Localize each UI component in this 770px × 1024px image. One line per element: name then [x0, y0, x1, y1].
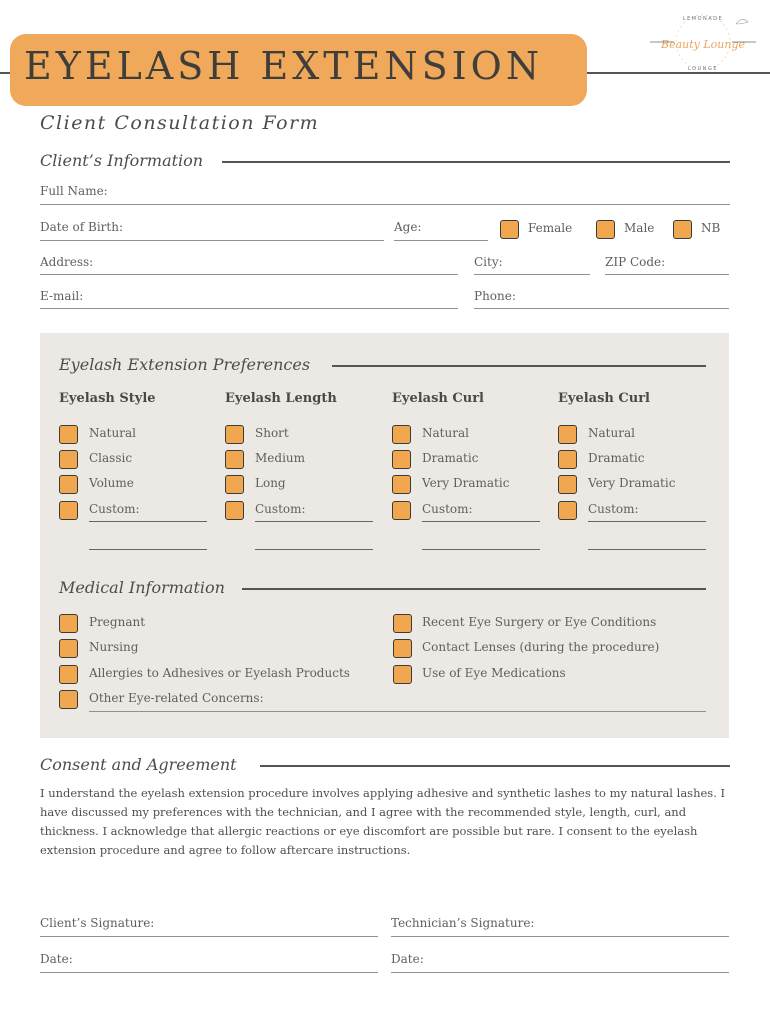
- logo-top-text: LEMONADE: [682, 16, 724, 22]
- pref-option-label: Classic: [89, 451, 133, 465]
- dob-field[interactable]: [40, 240, 384, 241]
- page-title: EYELASH EXTENSION: [24, 44, 544, 88]
- pref-option-label: Medium: [255, 451, 306, 465]
- zip-field[interactable]: [605, 274, 729, 275]
- medical-pregnant-label: Pregnant: [89, 615, 146, 629]
- consent-heading: Consent and Agreement: [40, 755, 237, 774]
- gender-female-checkbox[interactable]: [500, 220, 519, 239]
- pref-option-label: Custom:: [422, 502, 473, 516]
- pref-option-checkbox[interactable]: [225, 425, 244, 444]
- age-label: Age:: [394, 220, 422, 234]
- medical-other-checkbox[interactable]: [59, 690, 78, 709]
- email-label: E-mail:: [40, 289, 84, 303]
- pref-custom-field[interactable]: [588, 549, 706, 550]
- pref-column-title: Eyelash Curl: [392, 391, 484, 406]
- medical-nursing-checkbox[interactable]: [59, 639, 78, 658]
- medical-allergies-checkbox[interactable]: [59, 665, 78, 684]
- technician-signature-field[interactable]: [391, 936, 729, 937]
- pref-option-label: Custom:: [89, 502, 140, 516]
- medical-other-field[interactable]: [89, 711, 706, 712]
- brand-logo: [648, 6, 758, 76]
- phone-field[interactable]: [474, 308, 729, 309]
- medical-nursing-label: Nursing: [89, 640, 139, 654]
- medical-eye-surgery-label: Recent Eye Surgery or Eye Conditions: [422, 615, 657, 629]
- gender-nb-checkbox[interactable]: [673, 220, 692, 239]
- technician-signature-label: Technician’s Signature:: [391, 916, 535, 930]
- logo-script: Beauty Lounge: [660, 38, 746, 51]
- logo-bottom-text: LOUNGE: [688, 66, 718, 72]
- pref-option-label: Long: [255, 476, 286, 490]
- consent-text: I understand the eyelash extension procedure involves applying adhesive and synthetic lashes to my natural lashes. I have discussed my preferences with the technician, and I agree with the recommended style, length, curl, and thickness. I acknowledge that allergic reactions or eye discomfort are possible but rare. I consent to the eyelash extension procedure and agree to follow aftercare instructions.: [40, 786, 726, 857]
- pref-option-label: Very Dramatic: [588, 476, 676, 490]
- pref-option-checkbox[interactable]: [558, 475, 577, 494]
- pref-option-checkbox[interactable]: [59, 475, 78, 494]
- pref-option-label: Very Dramatic: [422, 476, 510, 490]
- preferences-heading-rule: [332, 365, 706, 367]
- page-subtitle: Client Consultation Form: [40, 112, 320, 134]
- pref-option-label: Volume: [89, 476, 134, 490]
- full-name-label: Full Name:: [40, 184, 108, 198]
- medical-pregnant-checkbox[interactable]: [59, 614, 78, 633]
- pref-column-title: Eyelash Curl: [558, 391, 650, 406]
- pref-custom-field[interactable]: [255, 521, 373, 522]
- medical-allergies-label: Allergies to Adhesives or Eyelash Products: [89, 666, 350, 680]
- pref-option-checkbox[interactable]: [225, 501, 244, 520]
- pref-custom-field[interactable]: [588, 521, 706, 522]
- pref-option-checkbox[interactable]: [59, 450, 78, 469]
- phone-label: Phone:: [474, 289, 516, 303]
- medical-contact-lenses-checkbox[interactable]: [393, 639, 412, 658]
- client-signature-field[interactable]: [40, 936, 378, 937]
- pref-custom-field[interactable]: [89, 549, 207, 550]
- gender-male-label: Male: [624, 221, 655, 235]
- pref-custom-field[interactable]: [89, 521, 207, 522]
- consent-heading-rule: [260, 765, 730, 767]
- technician-date-field[interactable]: [391, 972, 729, 973]
- medical-eye-medications-label: Use of Eye Medications: [422, 666, 566, 680]
- pref-option-checkbox[interactable]: [558, 425, 577, 444]
- client-info-heading: Client’s Information: [40, 151, 204, 170]
- pref-option-checkbox[interactable]: [59, 425, 78, 444]
- pref-option-label: Dramatic: [422, 451, 479, 465]
- pref-option-checkbox[interactable]: [225, 450, 244, 469]
- email-field[interactable]: [40, 308, 458, 309]
- pref-option-checkbox[interactable]: [558, 501, 577, 520]
- address-field[interactable]: [40, 274, 458, 275]
- pref-custom-field[interactable]: [255, 549, 373, 550]
- dob-label: Date of Birth:: [40, 220, 123, 234]
- medical-other-label: Other Eye-related Concerns:: [89, 691, 264, 705]
- city-label: City:: [474, 255, 503, 269]
- pref-option-label: Short: [255, 426, 289, 440]
- pref-option-label: Custom:: [255, 502, 306, 516]
- client-info-heading-rule: [222, 161, 730, 163]
- city-field[interactable]: [474, 274, 590, 275]
- pref-option-checkbox[interactable]: [225, 475, 244, 494]
- pref-option-label: Natural: [422, 426, 469, 440]
- pref-option-checkbox[interactable]: [392, 475, 411, 494]
- gender-male-checkbox[interactable]: [596, 220, 615, 239]
- pref-option-checkbox[interactable]: [392, 450, 411, 469]
- age-field[interactable]: [394, 240, 488, 241]
- pref-option-label: Natural: [588, 426, 635, 440]
- gender-female-label: Female: [528, 221, 573, 235]
- medical-contact-lenses-label: Contact Lenses (during the procedure): [422, 640, 660, 654]
- technician-date-label: Date:: [391, 952, 424, 966]
- pref-column-title: Eyelash Style: [59, 391, 156, 406]
- medical-eye-surgery-checkbox[interactable]: [393, 614, 412, 633]
- pref-column-title: Eyelash Length: [225, 391, 337, 406]
- pref-option-checkbox[interactable]: [392, 501, 411, 520]
- zip-label: ZIP Code:: [605, 255, 666, 269]
- address-label: Address:: [40, 255, 94, 269]
- client-date-field[interactable]: [40, 972, 378, 973]
- pref-option-label: Natural: [89, 426, 136, 440]
- client-signature-label: Client’s Signature:: [40, 916, 155, 930]
- client-date-label: Date:: [40, 952, 73, 966]
- gender-nb-label: NB: [701, 221, 721, 235]
- medical-heading-rule: [242, 588, 706, 590]
- pref-custom-field[interactable]: [422, 549, 540, 550]
- pref-option-checkbox[interactable]: [59, 501, 78, 520]
- preferences-heading: Eyelash Extension Preferences: [59, 355, 311, 374]
- pref-option-label: Dramatic: [588, 451, 645, 465]
- full-name-field[interactable]: [40, 204, 730, 205]
- pref-option-label: Custom:: [588, 502, 639, 516]
- medical-heading: Medical Information: [59, 578, 225, 597]
- pref-option-checkbox[interactable]: [392, 425, 411, 444]
- pref-option-checkbox[interactable]: [558, 450, 577, 469]
- pref-custom-field[interactable]: [422, 521, 540, 522]
- medical-eye-medications-checkbox[interactable]: [393, 665, 412, 684]
